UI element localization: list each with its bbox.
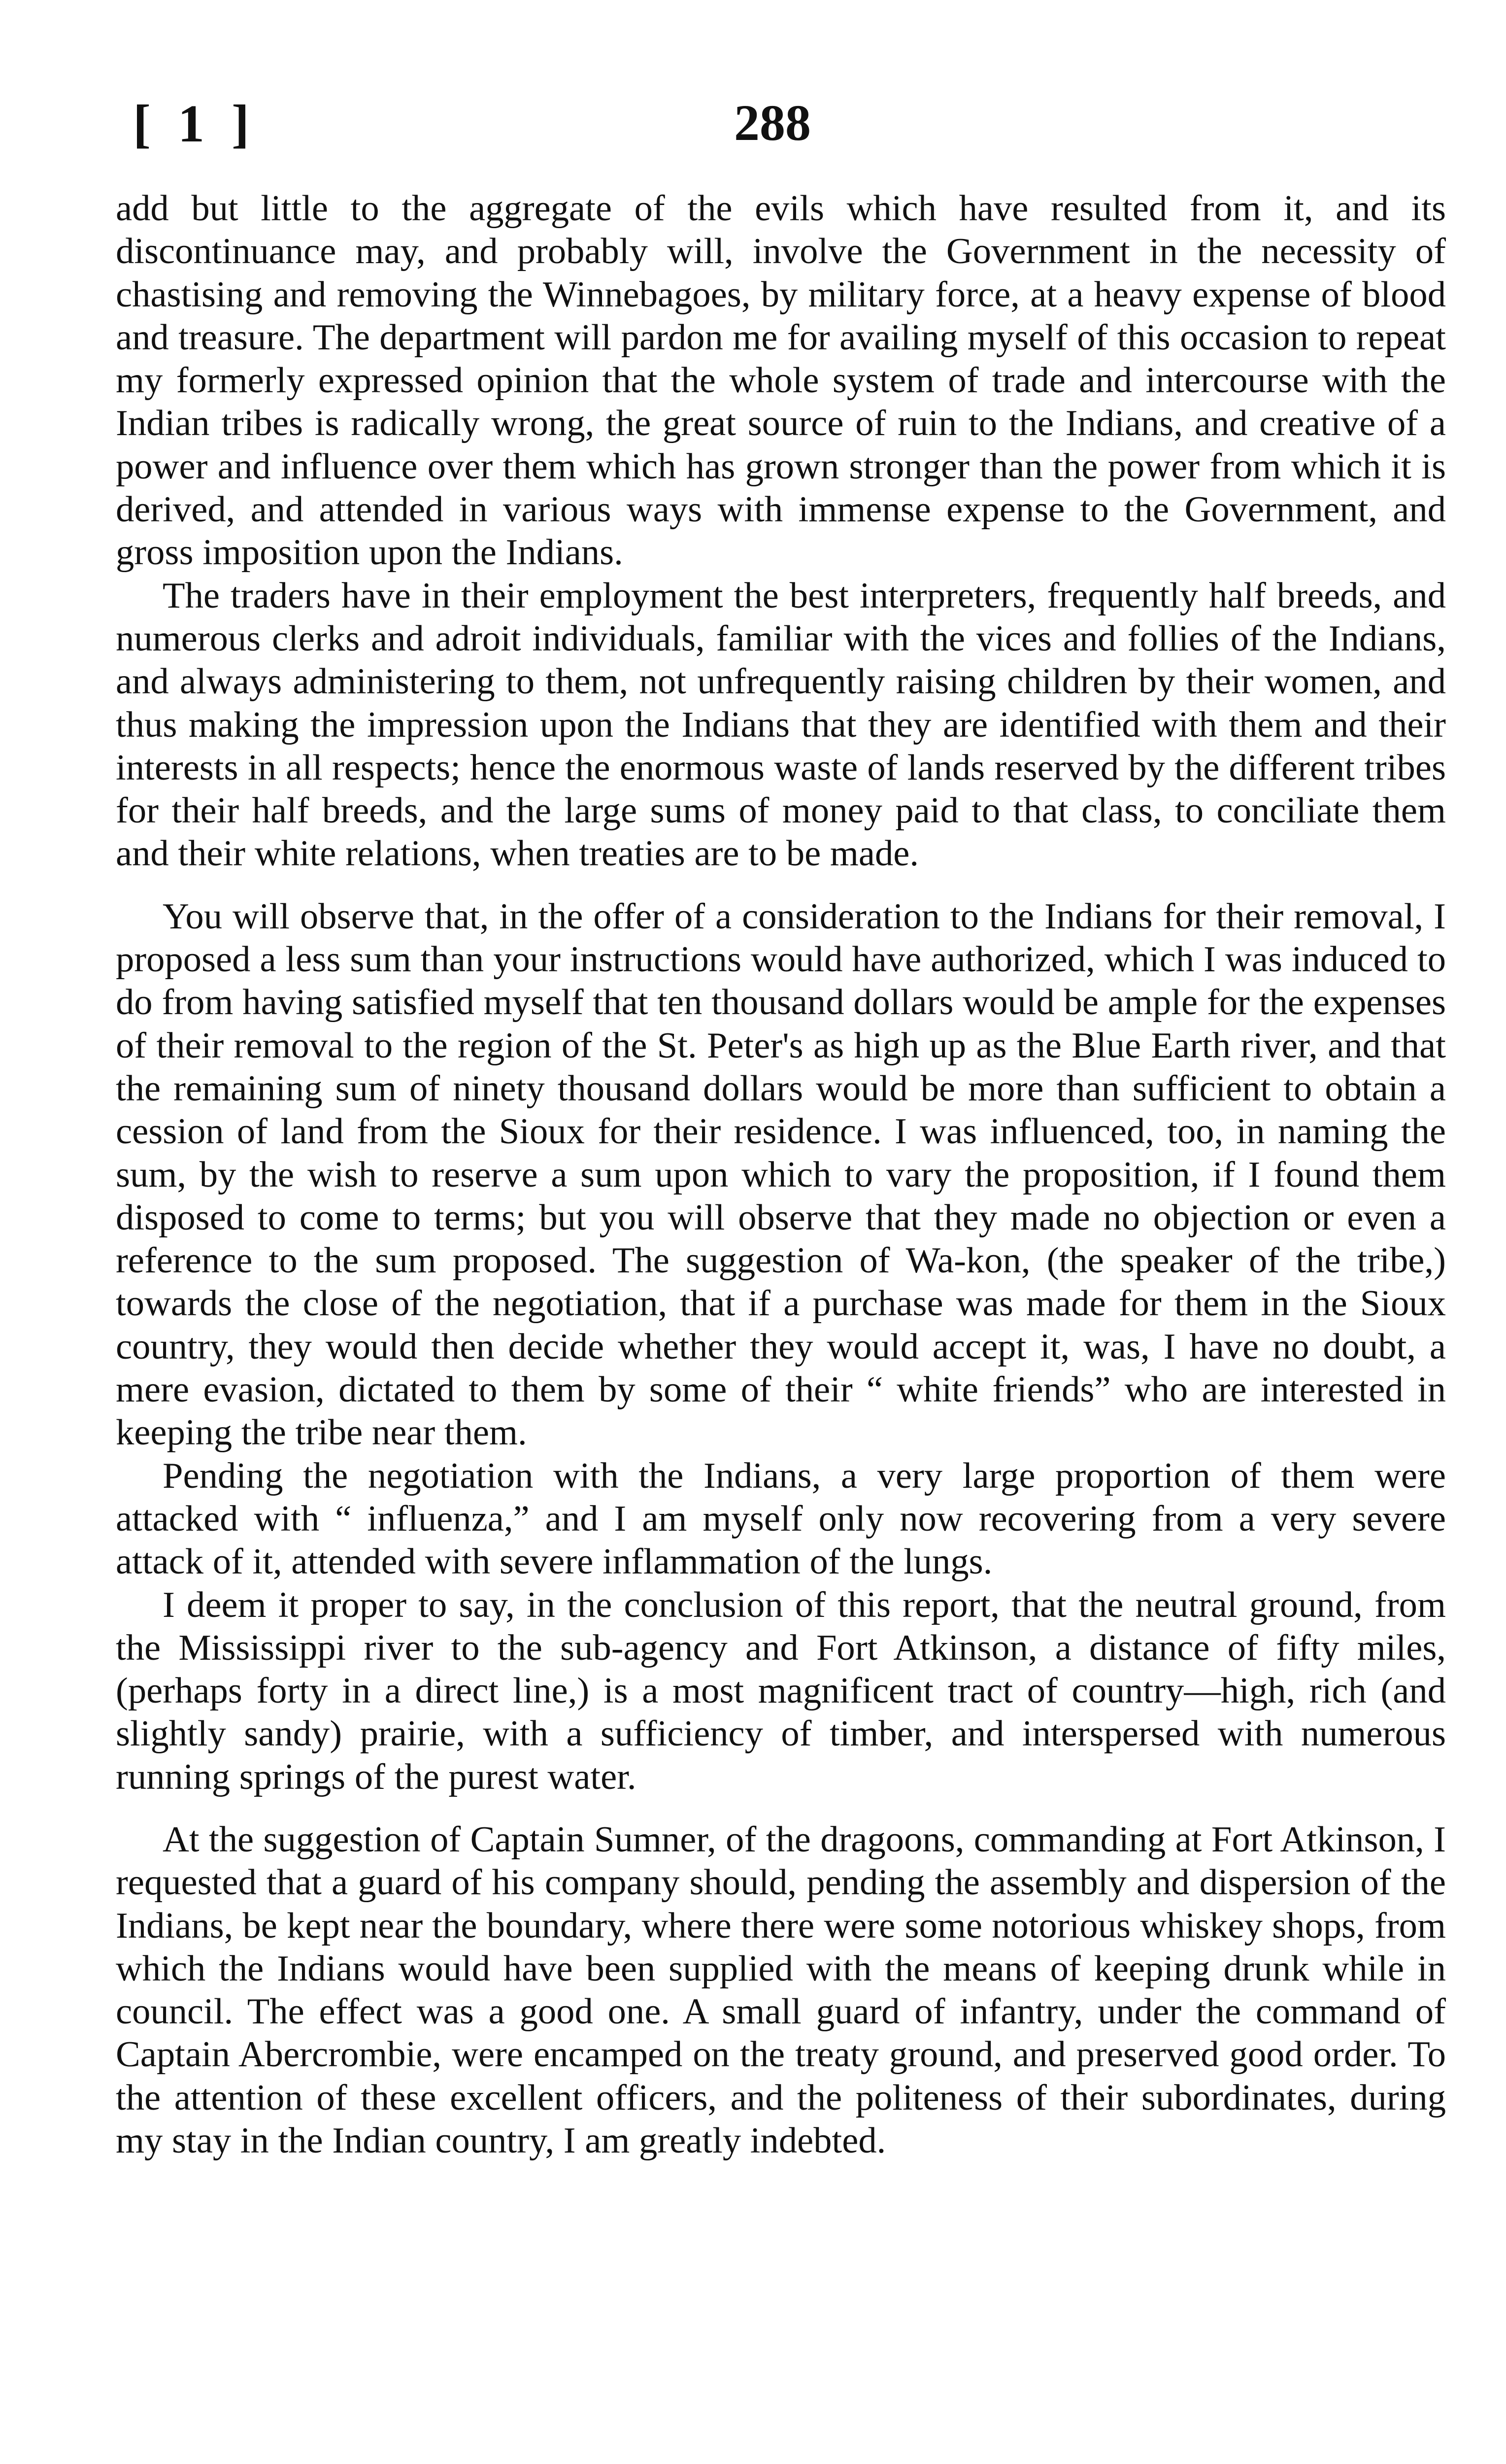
paragraph-1: add but little to the aggregate of the evils which have resulted from it, and its discontinuance may, and probably will, involve the Government in the necessity of chastising and removing the Winnebagoes, by military force, at a heavy expense of blood and treasure. The department will pardon me for availing myself of this occasion to repeat my formerly expressed opinion that the whole system of trade and intercourse with the Indian tribes is radically wrong, the great source of ruin to the Indians, and creative of a power and influence over them which has grown stronger than the power from which it is derived, and attended in various ways with immense expense to the Government, and gross imposition upon the Indians. — [116, 188, 1446, 573]
body-text — [116, 187, 1446, 2162]
paragraph-6: At the suggestion of Captain Sumner, of the dragoons, commanding at Fort Atkinson, I requested that a guard of his company should, pending the assembly and dispersion of the Indians, be kept near the boundary, where there were some notorious whiskey shops, from which the Indians would have been supplied with the means of keeping drunk while in council. The effect was a good one. A small guard of infantry, under the command of Captain Abercrombie, were encamped on the treaty ground, and preserved good order. To the attention of these excellent officers, and the politeness of their subordinates, during my stay in the Indian country, I am greatly indebted. — [116, 1819, 1446, 2161]
paragraph-3: You will observe that, in the offer of a consideration to the Indians for their removal, I proposed a less sum than your instructions would have authorized, which I was induced to do from having satisfied myself that ten thousand dollars would be ample for the expenses of their removal to the region of the St. Peter's as high up as the Blue Earth river, and that the remaining sum of ninety thousand dollars would be more than sufficient to obtain a cession of land from the Sioux for their residence. I was influenced, too, in naming the sum, by the wish to reserve a sum upon which to vary the proposition, if I found them disposed to come to terms; but you will observe that they made no objection or even a reference to the sum proposed. The suggestion of Wa-kon, (the speaker of the tribe,) towards the close of the negotiation, that if a purchase was made for them in the Sioux country, they would then decide whether they would accept it, was, I have no doubt, a mere evasion, dictated to them by some of their “ white friends” who are interested in keeping the tribe near them. — [116, 896, 1446, 1453]
document-number: [ 1 ] — [133, 95, 256, 153]
paragraph-4: Pending the negotiation with the Indians, a very large proportion of them were attacked with “ influenza,” and I am myself only now recovering from a very severe attack of it, attended with severe inflammation of the lungs. — [116, 1455, 1446, 1582]
page-header — [133, 94, 1434, 168]
page-number: 288 — [734, 95, 811, 151]
paragraph-5: I deem it proper to say, in the conclusion of this report, that the neutral ground, from the Mississippi river to the sub-agency and Fort Atkinson, a distance of fifty miles, (perhaps forty in a direct line,) is a most magnificent tract of country—high, rich (and slightly sandy) prairie, with a sufficiency of timber, and interspersed with numerous running springs of the purest water. — [116, 1584, 1446, 1797]
paragraph-2: The traders have in their employment the best interpreters, frequently half breeds, and numerous clerks and adroit individuals, familiar with the vices and follies of the Indians, and always administering to them, not unfrequently raising children by their women, and thus making the impression upon the Indians that they are identified with them and their interests in all respects; hence the enormous waste of lands reserved by the different tribes for their half breeds, and the large sums of money paid to that class, to conciliate them and their white relations, when treaties are to be made. — [116, 575, 1446, 874]
